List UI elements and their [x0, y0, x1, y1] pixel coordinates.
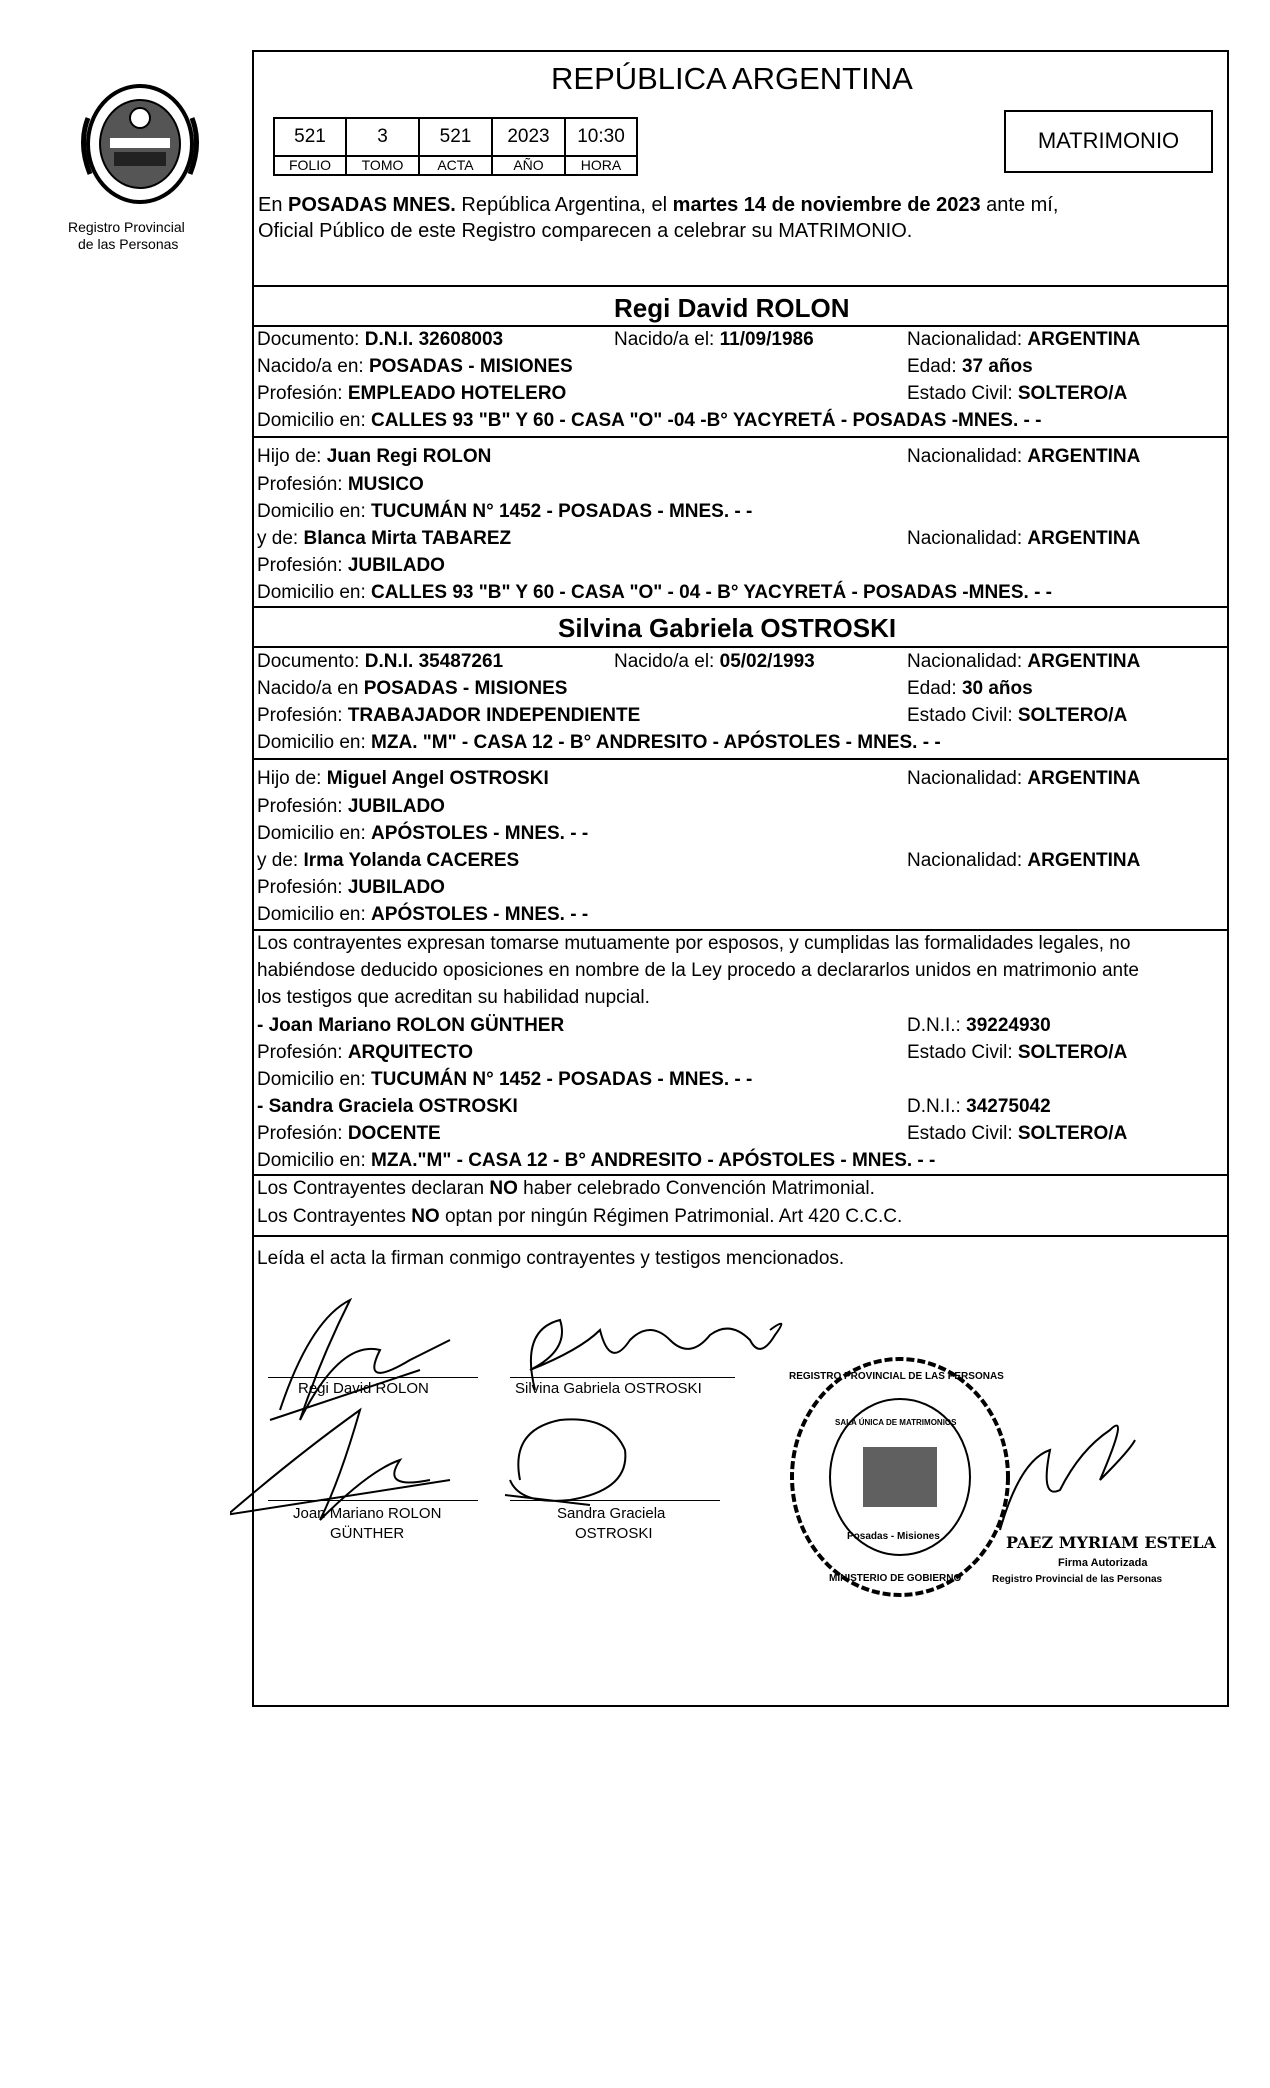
witness1-civil-status: Estado Civil: SOLTERO/A	[907, 1042, 1128, 1063]
divider	[252, 436, 1229, 438]
bride-birthdate: Nacido/a el: 05/02/1993	[614, 651, 815, 672]
bride-father-profession: Profesión: JUBILADO	[257, 796, 445, 817]
bride-father-nationality: Nacionalidad: ARGENTINA	[907, 768, 1141, 789]
witness2-signature-icon	[505, 1419, 625, 1505]
acta-value: 521	[418, 117, 493, 157]
witness2-signature-label-1: Sandra Graciela	[557, 1505, 666, 1522]
groom-address: Domicilio en: CALLES 93 "B" Y 60 - CASA "O" -04 -B° YACYRETÁ - POSADAS -MNES. - -	[257, 410, 1042, 431]
groom-nationality: Nacionalidad: ARGENTINA	[907, 329, 1141, 350]
witness2-profession: Profesión: DOCENTE	[257, 1123, 441, 1144]
acta-label: ACTA	[418, 157, 493, 176]
stamp-outer-text: REGISTRO PROVINCIAL DE LAS PERSONAS	[789, 1371, 1004, 1382]
signature-line	[510, 1500, 720, 1501]
tomo-label: TOMO	[345, 157, 420, 176]
bride-mother-profession: Profesión: JUBILADO	[257, 877, 445, 898]
groom-age: Edad: 37 años	[907, 356, 1033, 377]
groom-father-address: Domicilio en: TUCUMÁN N° 1452 - POSADAS - MNES. - -	[257, 501, 753, 522]
regime-line: Los Contrayentes NO optan por ningún Régimen Patrimonial. Art 420 C.C.C.	[257, 1206, 903, 1227]
bride-father: Hijo de: Miguel Angel OSTROSKI	[257, 768, 549, 789]
groom-profession: Profesión: EMPLEADO HOTELERO	[257, 383, 567, 404]
divider	[252, 1235, 1229, 1237]
divider	[252, 1174, 1229, 1176]
bride-mother: y de: Irma Yolanda CACERES	[257, 850, 520, 871]
witness1-signature-label-2: GÜNTHER	[330, 1525, 405, 1542]
witness2-signature-label-2: OSTROSKI	[575, 1525, 653, 1542]
ano-label: AÑO	[491, 157, 566, 176]
groom-mother-profession: Profesión: JUBILADO	[257, 555, 445, 576]
declaration-line3: los testigos que acreditan su habilidad nupcial.	[257, 987, 650, 1008]
groom-father-profession: Profesión: MUSICO	[257, 474, 424, 495]
signature-line	[268, 1500, 478, 1501]
groom-mother: y de: Blanca Mirta TABAREZ	[257, 528, 512, 549]
groom-father-nationality: Nacionalidad: ARGENTINA	[907, 446, 1141, 467]
groom-father: Hijo de: Juan Regi ROLON	[257, 446, 492, 467]
registry-stamp	[785, 1352, 1015, 1602]
groom-signature-label: Regi David ROLON	[298, 1380, 429, 1397]
groom-birthplace: Nacido/a en: POSADAS - MISIONES	[257, 356, 573, 377]
bride-birthplace: Nacido/a en POSADAS - MISIONES	[257, 678, 568, 699]
ano-value: 2023	[491, 117, 566, 157]
bride-nationality: Nacionalidad: ARGENTINA	[907, 651, 1141, 672]
bride-address: Domicilio en: MZA. "M" - CASA 12 - B° ANDRESITO - APÓSTOLES - MNES. - -	[257, 732, 941, 753]
divider	[252, 646, 1229, 648]
official-stamp-name: PAEZ MYRIAM ESTELA	[1006, 1533, 1216, 1552]
groom-mother-address: Domicilio en: CALLES 93 "B" Y 60 - CASA "O" - 04 - B° YACYRETÁ - POSADAS -MNES. - -	[257, 582, 1053, 603]
groom-document: Documento: D.N.I. 32608003	[257, 329, 504, 350]
bride-document: Documento: D.N.I. 35487261	[257, 651, 504, 672]
groom-signature-icon	[270, 1300, 450, 1420]
stamp-bottom-text: MINISTERIO DE GOBIERNO	[829, 1573, 962, 1584]
groom-civil-status: Estado Civil: SOLTERO/A	[907, 383, 1128, 404]
registry-stamp-icon	[785, 1352, 1015, 1602]
signature-line	[268, 1377, 478, 1378]
stamp-inner-text: SALA ÚNICA DE MATRIMONIOS	[835, 1418, 957, 1427]
bride-civil-status: Estado Civil: SOLTERO/A	[907, 705, 1128, 726]
act-type-box: MATRIMONIO	[1004, 110, 1213, 173]
divider	[252, 929, 1229, 931]
seal-org-line2: de las Personas	[78, 236, 179, 252]
witness1-address: Domicilio en: TUCUMÁN N° 1452 - POSADAS - MNES. - -	[257, 1069, 753, 1090]
bride-name: Silvina Gabriela OSTROSKI	[558, 613, 897, 643]
declaration-line1: Los contrayentes expresan tomarse mutuamente por esposos, y cumplidas las formalidades legales, no	[257, 933, 1131, 954]
bride-father-address: Domicilio en: APÓSTOLES - MNES. - -	[257, 823, 589, 844]
bride-profession: Profesión: TRABAJADOR INDEPENDIENTE	[257, 705, 641, 726]
divider	[252, 285, 1229, 287]
divider	[252, 325, 1229, 327]
intro-line2: Oficial Público de este Registro comparecen a celebrar su MATRIMONIO.	[258, 220, 913, 242]
witness1-signature-label-1: Joan Mariano ROLON	[293, 1505, 442, 1522]
signatures-drawing	[230, 1280, 1230, 1600]
divider	[252, 606, 1229, 608]
stamp-city-text: Posadas - Misiones	[847, 1531, 940, 1542]
closing-statement: Leída el acta la firman conmigo contrayentes y testigos mencionados.	[257, 1248, 845, 1269]
groom-name: Regi David ROLON	[614, 293, 850, 323]
official-registry-label: Registro Provincial de las Personas	[992, 1574, 1163, 1585]
intro-line1: En POSADAS MNES. República Argentina, el martes 14 de noviembre de 2023 ante mí,	[258, 194, 1059, 216]
groom-mother-nationality: Nacionalidad: ARGENTINA	[907, 528, 1141, 549]
country-title: REPÚBLICA ARGENTINA	[551, 61, 913, 96]
tomo-value: 3	[345, 117, 420, 157]
witness2-civil-status: Estado Civil: SOLTERO/A	[907, 1123, 1128, 1144]
witness1-profession: Profesión: ARQUITECTO	[257, 1042, 474, 1063]
divider	[252, 758, 1229, 760]
witness2-name: - Sandra Graciela OSTROSKI	[257, 1096, 518, 1117]
bride-mother-address: Domicilio en: APÓSTOLES - MNES. - -	[257, 904, 589, 925]
hora-label: HORA	[564, 157, 638, 176]
signature-line	[510, 1377, 735, 1378]
witness2-address: Domicilio en: MZA."M" - CASA 12 - B° ANDRESITO - APÓSTOLES - MNES. - -	[257, 1150, 936, 1171]
bride-signature-label: Silvina Gabriela OSTROSKI	[515, 1380, 702, 1397]
province-seal	[70, 78, 210, 213]
seal-org-line1: Registro Provincial	[68, 219, 185, 235]
bride-mother-nationality: Nacionalidad: ARGENTINA	[907, 850, 1141, 871]
declaration-line2: habiéndose deducido oposiciones en nombre de la Ley procedo a declararlos unidos en matrimonio ante	[257, 960, 1139, 981]
hora-value: 10:30	[564, 117, 638, 157]
witness1-dni: D.N.I.: 39224930	[907, 1015, 1051, 1036]
convention-line: Los Contrayentes declaran NO haber celebrado Convención Matrimonial.	[257, 1178, 875, 1199]
groom-birthdate: Nacido/a el: 11/09/1986	[614, 329, 814, 350]
bride-age: Edad: 30 años	[907, 678, 1033, 699]
witness1-name: - Joan Mariano ROLON GÜNTHER	[257, 1015, 565, 1036]
official-authorized-label: Firma Autorizada	[1058, 1557, 1148, 1569]
witness2-dni: D.N.I.: 34275042	[907, 1096, 1051, 1117]
folio-label: FOLIO	[273, 157, 347, 176]
folio-value: 521	[273, 117, 347, 157]
official-signature-icon	[1000, 1426, 1135, 1530]
seal-emblem-icon	[70, 78, 210, 213]
